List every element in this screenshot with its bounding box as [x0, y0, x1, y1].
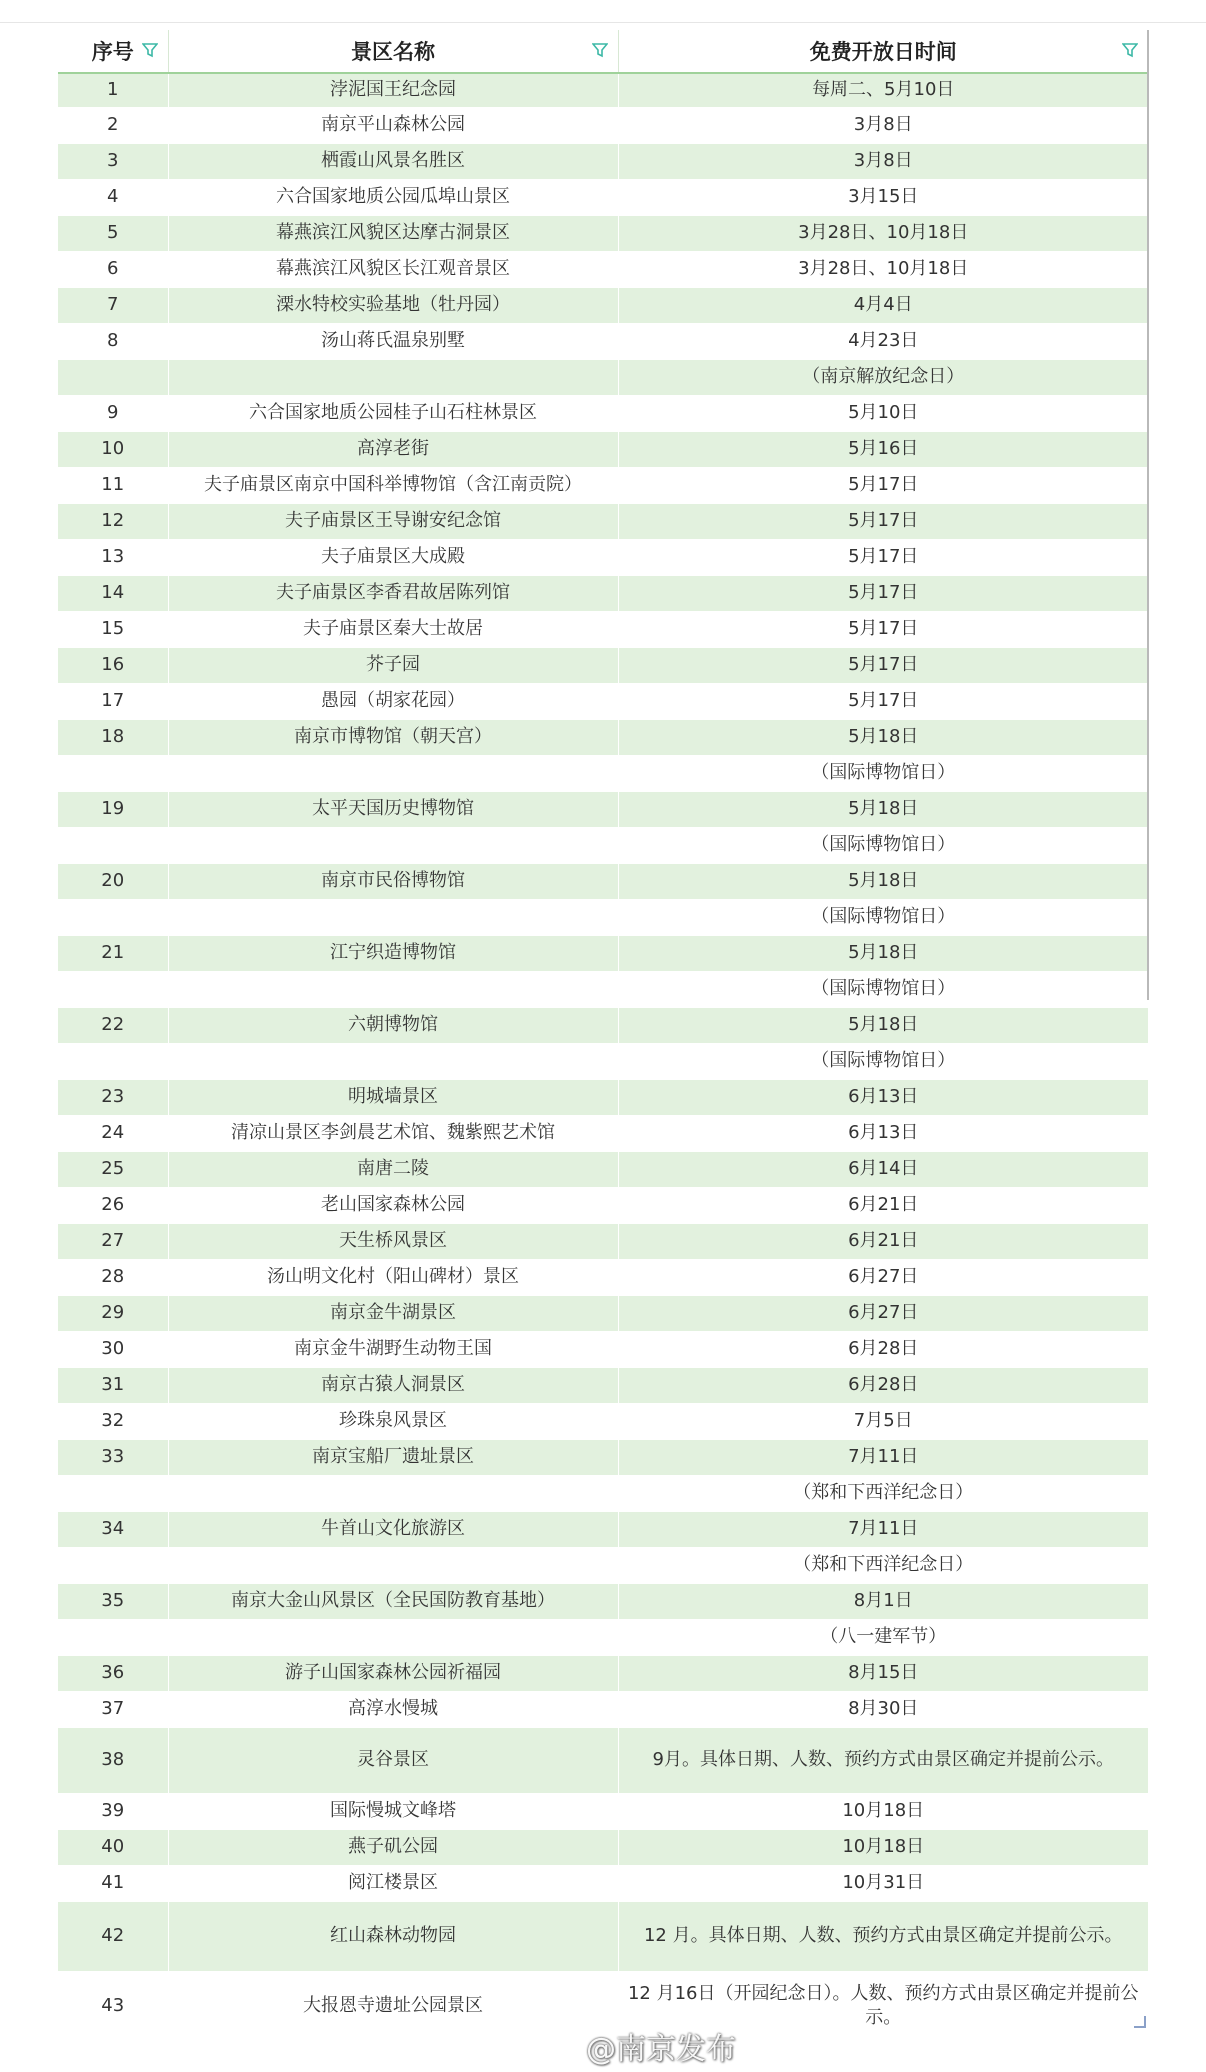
cell-number[interactable]: 17	[58, 683, 168, 719]
cell-scenic-name[interactable]: 浡泥国王纪念园	[168, 73, 618, 107]
cell-free-date[interactable]: 4月23日	[618, 323, 1148, 359]
cell-scenic-name[interactable]: 珍珠泉风景区	[168, 1403, 618, 1439]
cell-free-date[interactable]: 3月8日	[618, 143, 1148, 179]
cell-free-date[interactable]: 5月10日	[618, 395, 1148, 431]
cell-free-date[interactable]: 12 月16日（开园纪念日）。人数、预约方式由景区确定并提前公示。	[618, 1971, 1148, 2041]
cell-scenic-name[interactable]: 六朝博物馆	[168, 1007, 618, 1043]
table-row	[58, 1511, 1148, 1547]
cell-free-date[interactable]: 4月4日	[618, 287, 1148, 323]
table-row	[58, 575, 1148, 611]
cell-scenic-name[interactable]	[168, 1043, 618, 1079]
table-row	[58, 827, 1148, 863]
cell-free-date[interactable]: 5月18日	[618, 1007, 1148, 1043]
cell-free-date[interactable]: 3月8日	[618, 107, 1148, 143]
cell-scenic-name[interactable]: 南京大金山风景区（全民国防教育基地）	[168, 1583, 618, 1619]
cell-free-date[interactable]: （南京解放纪念日）	[618, 359, 1148, 395]
cell-free-date[interactable]: （国际博物馆日）	[618, 899, 1148, 935]
cell-number[interactable]: 7	[58, 287, 168, 323]
header-label: 序号	[91, 40, 134, 64]
watermark	[538, 2022, 736, 2070]
cell-free-date[interactable]: 5月17日	[618, 539, 1148, 575]
cell-scenic-name[interactable]: 汤山明文化村（阳山碑材）景区	[168, 1259, 618, 1295]
cell-number[interactable]	[58, 755, 168, 791]
cell-scenic-name[interactable]: 天生桥风景区	[168, 1223, 618, 1259]
table-row	[58, 1865, 1148, 1901]
table-row	[58, 251, 1148, 287]
table-row	[58, 467, 1148, 503]
table-row	[58, 1619, 1148, 1655]
table-row	[58, 899, 1148, 935]
cell-free-date[interactable]: （国际博物馆日）	[618, 827, 1148, 863]
cell-free-date[interactable]: 7月5日	[618, 1403, 1148, 1439]
cell-number[interactable]: 14	[58, 575, 168, 611]
cell-number[interactable]: 39	[58, 1793, 168, 1829]
cell-scenic-name[interactable]: 南京市博物馆（朝天宫）	[168, 719, 618, 755]
cell-free-date[interactable]: 5月17日	[618, 647, 1148, 683]
cell-number[interactable]: 18	[58, 719, 168, 755]
cell-scenic-name[interactable]: 夫子庙景区南京中国科举博物馆（含江南贡院）	[168, 467, 618, 503]
table-row	[58, 1901, 1148, 1971]
cell-free-date[interactable]: 8月1日	[618, 1583, 1148, 1619]
table-row	[58, 1583, 1148, 1619]
cell-number[interactable]	[58, 899, 168, 935]
column-header-name[interactable]	[168, 30, 618, 73]
cell-number[interactable]: 33	[58, 1439, 168, 1475]
cell-scenic-name[interactable]: 夫子庙景区王导谢安纪念馆	[168, 503, 618, 539]
cell-scenic-name[interactable]	[168, 1547, 618, 1583]
cell-scenic-name[interactable]: 汤山蒋氏温泉别墅	[168, 323, 618, 359]
cell-scenic-name[interactable]: 牛首山文化旅游区	[168, 1511, 618, 1547]
cell-free-date[interactable]: 9月。具体日期、人数、预约方式由景区确定并提前公示。	[618, 1727, 1148, 1793]
cell-free-date[interactable]: 6月28日	[618, 1367, 1148, 1403]
cell-number[interactable]: 36	[58, 1655, 168, 1691]
cell-number[interactable]: 34	[58, 1511, 168, 1547]
cell-number[interactable]: 38	[58, 1727, 168, 1793]
watermark-text: @南京发布	[586, 2032, 736, 2067]
table-row	[58, 1223, 1148, 1259]
cell-number[interactable]: 8	[58, 323, 168, 359]
cell-number[interactable]: 3	[58, 143, 168, 179]
cell-free-date[interactable]: 5月17日	[618, 575, 1148, 611]
cell-number[interactable]	[58, 1547, 168, 1583]
cell-scenic-name[interactable]: 太平天国历史博物馆	[168, 791, 618, 827]
cell-scenic-name[interactable]: 阅江楼景区	[168, 1865, 618, 1901]
cell-free-date[interactable]: 6月14日	[618, 1151, 1148, 1187]
cell-scenic-name[interactable]	[168, 827, 618, 863]
cell-scenic-name[interactable]	[168, 359, 618, 395]
cell-number[interactable]: 9	[58, 395, 168, 431]
cell-scenic-name[interactable]: 愚园（胡家花园）	[168, 683, 618, 719]
table-row	[58, 323, 1148, 359]
cell-number[interactable]: 15	[58, 611, 168, 647]
cell-free-date[interactable]: 7月11日	[618, 1511, 1148, 1547]
cell-free-date[interactable]: 5月18日	[618, 863, 1148, 899]
cell-number[interactable]: 25	[58, 1151, 168, 1187]
table-row	[58, 1403, 1148, 1439]
cell-free-date[interactable]: 5月18日	[618, 791, 1148, 827]
scenic-spot-table	[58, 30, 1148, 2042]
table-row	[58, 73, 1148, 107]
cell-number[interactable]: 6	[58, 251, 168, 287]
cell-number[interactable]: 35	[58, 1583, 168, 1619]
table-row	[58, 971, 1148, 1007]
cell-number[interactable]: 24	[58, 1115, 168, 1151]
cell-free-date[interactable]: 5月17日	[618, 503, 1148, 539]
filter-icon[interactable]	[142, 42, 158, 58]
cell-free-date[interactable]: 6月13日	[618, 1079, 1148, 1115]
cell-free-date[interactable]: 6月21日	[618, 1187, 1148, 1223]
cell-scenic-name[interactable]: 红山森林动物园	[168, 1901, 618, 1971]
cell-free-date[interactable]: 8月30日	[618, 1691, 1148, 1727]
cell-number[interactable]: 42	[58, 1901, 168, 1971]
cell-scenic-name[interactable]: 老山国家森林公园	[168, 1187, 618, 1223]
table-row	[58, 1331, 1148, 1367]
cell-number[interactable]: 37	[58, 1691, 168, 1727]
table-row	[58, 1187, 1148, 1223]
cell-scenic-name[interactable]: 国际慢城文峰塔	[168, 1793, 618, 1829]
cell-free-date[interactable]: 8月15日	[618, 1655, 1148, 1691]
cell-free-date[interactable]: 3月15日	[618, 179, 1148, 215]
cell-number[interactable]: 10	[58, 431, 168, 467]
cell-number[interactable]: 19	[58, 791, 168, 827]
cell-scenic-name[interactable]	[168, 899, 618, 935]
cell-free-date[interactable]: 12 月。具体日期、人数、预约方式由景区确定并提前公示。	[618, 1901, 1148, 1971]
cell-scenic-name[interactable]: 南京古猿人洞景区	[168, 1367, 618, 1403]
cell-free-date[interactable]: 3月28日、10月18日	[618, 251, 1148, 287]
weibo-icon	[538, 2029, 578, 2063]
table-row	[58, 791, 1148, 827]
cell-scenic-name[interactable]: 溧水特校实验基地（牡丹园）	[168, 287, 618, 323]
cell-free-date[interactable]: 10月31日	[618, 1865, 1148, 1901]
table-row	[58, 1043, 1148, 1079]
cell-number[interactable]: 16	[58, 647, 168, 683]
filter-icon[interactable]	[592, 42, 608, 58]
table-row	[58, 1259, 1148, 1295]
cell-free-date[interactable]: 5月17日	[618, 611, 1148, 647]
cell-number[interactable]: 30	[58, 1331, 168, 1367]
table-row	[58, 287, 1148, 323]
cell-number[interactable]: 5	[58, 215, 168, 251]
table-row	[58, 611, 1148, 647]
table-row	[58, 143, 1148, 179]
cell-free-date[interactable]: 6月28日	[618, 1331, 1148, 1367]
table-row	[58, 1115, 1148, 1151]
cell-number[interactable]: 41	[58, 1865, 168, 1901]
cell-number[interactable]	[58, 971, 168, 1007]
sheet-edge-line	[1147, 30, 1149, 1000]
cell-free-date[interactable]: 6月13日	[618, 1115, 1148, 1151]
table-row	[58, 1547, 1148, 1583]
table-body	[58, 73, 1148, 2041]
cell-number[interactable]	[58, 1475, 168, 1511]
table-row	[58, 1079, 1148, 1115]
cell-number[interactable]: 23	[58, 1079, 168, 1115]
table-row	[58, 647, 1148, 683]
cell-number[interactable]: 40	[58, 1829, 168, 1865]
table-row	[58, 395, 1148, 431]
table-row	[58, 863, 1148, 899]
cell-scenic-name[interactable]: 明城墙景区	[168, 1079, 618, 1115]
cell-free-date[interactable]: 6月27日	[618, 1259, 1148, 1295]
cell-free-date[interactable]: 5月18日	[618, 935, 1148, 971]
header-row	[58, 30, 1148, 73]
cell-scenic-name[interactable]: 南京金牛湖野生动物王国	[168, 1331, 618, 1367]
table-row	[58, 1691, 1148, 1727]
cell-scenic-name[interactable]: 南京市民俗博物馆	[168, 863, 618, 899]
cell-number[interactable]: 11	[58, 467, 168, 503]
cell-scenic-name[interactable]: 灵谷景区	[168, 1727, 618, 1793]
cell-scenic-name[interactable]: 六合国家地质公园瓜埠山景区	[168, 179, 618, 215]
cell-number[interactable]	[58, 359, 168, 395]
cell-scenic-name[interactable]: 南京平山森林公园	[168, 107, 618, 143]
header-label: 免费开放日时间	[809, 40, 957, 64]
table-row	[58, 215, 1148, 251]
cell-free-date[interactable]: 10月18日	[618, 1793, 1148, 1829]
cell-free-date[interactable]: （国际博物馆日）	[618, 1043, 1148, 1079]
cell-free-date[interactable]: （八一建军节）	[618, 1619, 1148, 1655]
cell-scenic-name[interactable]: 夫子庙景区大成殿	[168, 539, 618, 575]
cell-free-date[interactable]: 每周二、5月10日	[618, 73, 1148, 107]
cell-number[interactable]	[58, 1043, 168, 1079]
cell-number[interactable]: 32	[58, 1403, 168, 1439]
cell-free-date[interactable]: 6月21日	[618, 1223, 1148, 1259]
cell-number[interactable]	[58, 827, 168, 863]
table-row	[58, 1295, 1148, 1331]
spreadsheet	[58, 30, 1148, 2042]
cell-free-date[interactable]: 3月28日、10月18日	[618, 215, 1148, 251]
table-row	[58, 1007, 1148, 1043]
table-row	[58, 1151, 1148, 1187]
cell-scenic-name[interactable]: 幕燕滨江风貌区达摩古洞景区	[168, 215, 618, 251]
table-row	[58, 1727, 1148, 1793]
cell-free-date[interactable]: （国际博物馆日）	[618, 971, 1148, 1007]
table-row	[58, 1439, 1148, 1475]
cell-free-date[interactable]: 5月18日	[618, 719, 1148, 755]
filter-icon[interactable]	[1122, 42, 1138, 58]
cell-number[interactable]: 21	[58, 935, 168, 971]
cell-scenic-name[interactable]	[168, 1619, 618, 1655]
cell-scenic-name[interactable]: 江宁织造博物馆	[168, 935, 618, 971]
cell-scenic-name[interactable]: 六合国家地质公园桂子山石柱林景区	[168, 395, 618, 431]
cell-number[interactable]: 1	[58, 73, 168, 107]
cell-free-date[interactable]: 5月16日	[618, 431, 1148, 467]
cell-scenic-name[interactable]	[168, 1475, 618, 1511]
table-row	[58, 935, 1148, 971]
table-row	[58, 539, 1148, 575]
cell-scenic-name[interactable]: 南京金牛湖景区	[168, 1295, 618, 1331]
cell-scenic-name[interactable]: 栖霞山风景名胜区	[168, 143, 618, 179]
cell-number[interactable]: 31	[58, 1367, 168, 1403]
cell-free-date[interactable]: 10月18日	[618, 1829, 1148, 1865]
cell-free-date[interactable]: （郑和下西洋纪念日）	[618, 1547, 1148, 1583]
cell-scenic-name[interactable]: 燕子矶公园	[168, 1829, 618, 1865]
top-divider	[0, 22, 1206, 23]
table-row	[58, 1793, 1148, 1829]
cell-number[interactable]: 26	[58, 1187, 168, 1223]
cell-scenic-name[interactable]: 南唐二陵	[168, 1151, 618, 1187]
header-label: 景区名称	[351, 40, 435, 64]
table-row	[58, 755, 1148, 791]
table-row	[58, 179, 1148, 215]
cell-number[interactable]: 13	[58, 539, 168, 575]
cell-free-date[interactable]: （郑和下西洋纪念日）	[618, 1475, 1148, 1511]
table-row	[58, 1655, 1148, 1691]
cell-number[interactable]: 4	[58, 179, 168, 215]
cell-free-date[interactable]: 5月17日	[618, 467, 1148, 503]
cell-scenic-name[interactable]: 高淳老街	[168, 431, 618, 467]
cell-number[interactable]: 22	[58, 1007, 168, 1043]
cell-number[interactable]: 2	[58, 107, 168, 143]
cell-number[interactable]: 28	[58, 1259, 168, 1295]
resize-corner-icon[interactable]	[1134, 2016, 1146, 2028]
cell-scenic-name[interactable]: 幕燕滨江风貌区长江观音景区	[168, 251, 618, 287]
table-row	[58, 503, 1148, 539]
cell-scenic-name[interactable]	[168, 755, 618, 791]
cell-free-date[interactable]: 6月27日	[618, 1295, 1148, 1331]
cell-number[interactable]: 29	[58, 1295, 168, 1331]
cell-scenic-name[interactable]: 芥子园	[168, 647, 618, 683]
cell-scenic-name[interactable]: 高淳水慢城	[168, 1691, 618, 1727]
table-row	[58, 719, 1148, 755]
cell-scenic-name[interactable]: 清凉山景区李剑晨艺术馆、魏紫熙艺术馆	[168, 1115, 618, 1151]
table-row	[58, 431, 1148, 467]
cell-number[interactable]	[58, 1619, 168, 1655]
cell-scenic-name[interactable]: 南京宝船厂遗址景区	[168, 1439, 618, 1475]
cell-number[interactable]: 12	[58, 503, 168, 539]
cell-scenic-name[interactable]: 夫子庙景区李香君故居陈列馆	[168, 575, 618, 611]
cell-number[interactable]: 20	[58, 863, 168, 899]
table-row	[58, 683, 1148, 719]
table-row	[58, 107, 1148, 143]
cell-free-date[interactable]: 7月11日	[618, 1439, 1148, 1475]
cell-scenic-name[interactable]: 大报恩寺遗址公园景区	[168, 1971, 618, 2041]
table-row	[58, 1829, 1148, 1865]
cell-scenic-name[interactable]: 游子山国家森林公园祈福园	[168, 1655, 618, 1691]
cell-scenic-name[interactable]	[168, 971, 618, 1007]
cell-free-date[interactable]: 5月17日	[618, 683, 1148, 719]
cell-number[interactable]: 43	[58, 1971, 168, 2041]
cell-free-date[interactable]: （国际博物馆日）	[618, 755, 1148, 791]
table-row	[58, 359, 1148, 395]
column-header-free-date[interactable]	[618, 30, 1148, 73]
cell-scenic-name[interactable]: 夫子庙景区秦大士故居	[168, 611, 618, 647]
table-row	[58, 1475, 1148, 1511]
table-row	[58, 1367, 1148, 1403]
cell-number[interactable]: 27	[58, 1223, 168, 1259]
column-header-number[interactable]	[58, 30, 168, 73]
